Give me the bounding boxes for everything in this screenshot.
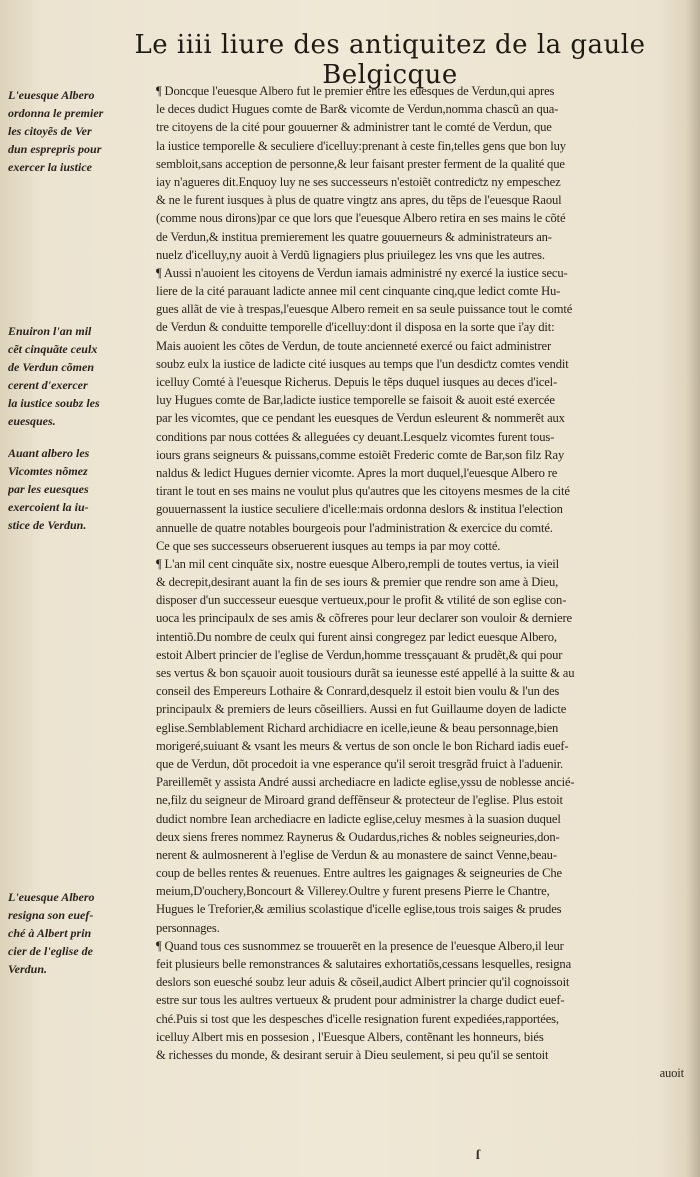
body-line: ¶ Doncque l'euesque Albero fut le premier entre les euesques de Verdun,qui apres (156, 84, 555, 98)
margin-note-line: cier de l'eglise de (8, 944, 93, 958)
margin-note-line: Vicomtes nõmez (8, 464, 88, 478)
body-line: sembloit,sans acception de personne,& leur faisant prester ferment de la qualité que (156, 156, 565, 171)
body-line: naldus & ledict Hugues dernier vicomte. Apres la mort duquel,l'euesque Albero re (156, 465, 558, 480)
body-line: Hugues le Treforier,& æmilius scolastique d'icelle eglise,tous trois saiges & prudes (156, 902, 562, 917)
body-line: Pareillemẽt y assista André aussi archediacre en ladicte eglise,yssu de noblesse ancié- (156, 775, 575, 790)
body-line: deslors son euesché soubz leur aduis & cõseil,audict Albert princier qu'il cognoissoit (156, 975, 570, 990)
body-line: disposer d'un successeur euesque vertueux,pour le profit & vtilité de son eglise con- (156, 593, 567, 608)
body-line: morigeré,suiuant & vsant les meurs & vertus de son oncle le bon Richard iadis euef- (156, 738, 569, 753)
body-line: conseil des Empereurs Lothaire & Conrard,desquelz il estoit bien voulu & l'un des (156, 684, 560, 699)
margin-note-line: euesques. (8, 414, 56, 428)
margin-note-line: L'euesque Albero (8, 88, 95, 102)
body-line: ¶ Quand tous ces susnommez se trouuerẽt en la presence de l'euesque Albero,il leur (156, 938, 564, 953)
margin-note-line: de Verdun cõmen (8, 360, 95, 374)
body-line: tre citoyens de la cité pour gouuerner & administrer tant le comté de Verdun, que (156, 120, 552, 135)
body-line: auoit (659, 1066, 684, 1081)
body-line: le deces dudict Hugues comte de Bar& vicomte de Verdun,nomma chascũ an qua- (156, 102, 559, 117)
body-line: & decrepit,desirant auant la fin de ses iours & premier que rendre son ame à Dieu, (156, 575, 559, 590)
body-line: nerent & aulmosnerent à l'eglise de Verdun & au monastere de sainct Venne,beau- (156, 847, 557, 862)
body-line: estre sur tous les aultres vertueux & prudent pour administrer la charge dudict euef- (156, 993, 565, 1008)
body-text (156, 82, 684, 1082)
margin-note-line: cerent d'exercer (8, 378, 88, 392)
body-line: meium,D'ouchery,Boncourt & Villerey.Oultre y furent presens Pierre le Chantre, (156, 884, 550, 899)
body-line: & ne le furent iusques à plus de quatre vingtz ans apres, du tẽps de l'euesque Raoul (156, 193, 562, 208)
body-line: gouuernassent la iustice seculiere d'icelle:mais ordonna deslors & institua l'election (156, 502, 563, 517)
body-line: tirant le tout en ses mains ne voulut plus qu'autres que les citoyens mesmes de la cité (156, 484, 570, 499)
margin-note-line: la iustice soubz les (8, 396, 100, 410)
body-line: liere de la cité parauant ladicte annee mil cent cinquante cinq,que ledict comte Hu- (156, 284, 561, 299)
body-line: annuelle de quatre notables bourgeois pour l'administration & exercice du comté. (156, 520, 553, 535)
body-line: ne,filz du seigneur de Miroard grand deffẽnseur & protecteur de l'eglise. Plus estoit (156, 793, 563, 808)
margin-note-line: Auant albero les (8, 446, 90, 460)
margin-note-line: L'euesque Albero (8, 890, 95, 904)
body-line: que de Verdun, dõt procedoit ia vne esperance qu'il seroit tresgrãd fruict à l'aduenir. (156, 756, 564, 771)
margin-note-line: ordonna le premier (8, 106, 104, 120)
body-line: luy Hugues comte de Bar,ladicte iustice temporelle se faisoit & auoit esté exercée (156, 393, 555, 408)
margin-note-line: Verdun. (8, 962, 48, 976)
body-line: ¶ L'an mil cent cinquãte six, nostre euesque Albero,rempli de toutes vertus, ia vieil (156, 556, 560, 571)
margin-note-1 (8, 86, 152, 176)
body-line: la iustice temporelle & seculiere d'icelluy:prenant à ceste fin,telles gens que bon luy (156, 138, 566, 153)
body-line: Mais auoient les cõtes de Verdun, de toute ancienneté exercé ou faict administrer (156, 338, 552, 353)
body-line: ses vertus & bon sçauoir auoit tousiours durãt sa ieunesse esté appellé à la suitte & au (156, 666, 575, 680)
margin-note-line: stice de Verdun. (8, 518, 87, 532)
body-line: ché.Puis si tost que les despesches d'icelle resignation furent expediées,rapportées, (156, 1011, 559, 1026)
body-line: de Verdun,& institua premierement les quatre gouuerneurs & administrateurs an- (156, 229, 552, 244)
body-line: icelluy Comté à l'euesque Richerus. Depuis le tẽps duquel iusques au deces d'icel- (156, 375, 558, 389)
body-line: par les vicomtes, que ce pendant les euesques de Verdun esleurent & nommerẽt aux (156, 411, 565, 426)
margin-note-line: par les euesques (8, 482, 89, 496)
running-head: Le iiii liure des antiquitez de la gaule Belgicque (134, 30, 646, 90)
body-line: iours grans seigneurs & puissans,comme estoiẽt Frederic comte de Bar,son filz Ray (156, 447, 565, 462)
margin-note-4 (8, 888, 152, 978)
body-line: Ce que ses successeurs obseruerent iusques au temps ia par moy cotté. (156, 538, 501, 553)
body-line: iay n'agueres dit.Enquoy luy ne ses successeurs n'estoiẽt contrediƈtz ny empeschez (156, 174, 561, 189)
margin-note-3 (8, 444, 152, 534)
body-line: uoca les principaulx de ses amis & cõfreres pour leur declarer son vouloir & derniere (156, 611, 572, 626)
body-line: conditions par nous cottées & alleguées cy deuant.Lesquelz vicomtes furent tous- (156, 429, 555, 444)
body-line: eglise.Semblablement Richard archidiacre en icelle,ieune & beau personnage,bien (156, 720, 559, 735)
margin-note-line: Enuiron l'an mil (8, 324, 92, 338)
body-line: personnages. (156, 920, 220, 935)
body-line: estoit Albert princier de l'eglise de Verdun,homme tressçauant & prudẽt,& qui pour (156, 647, 563, 662)
margin-note-line: cẽt cinquãte ceulx (8, 342, 98, 356)
page-edge-shadow (686, 0, 700, 1177)
body-line: intentiõ.Du nombre de ceulx qui furent ainsi congregez par ledict euesque Albero, (156, 629, 557, 644)
body-line: (comme nous dirons)par ce que lors que l'euesque Albero retira en ses mains le cõté (156, 211, 566, 226)
body-line: icelluy Albert mis en possesion , l'Euesque Albers, contẽnant les honneurs, biés (156, 1029, 544, 1044)
body-line: deux siens freres nommez Raynerus & Oudardus,riches & nobles seigneuries,don- (156, 829, 560, 844)
body-line: coup de belles rentes & reuenues. Entre aultres les gaignages & seigneuries de Che (156, 866, 562, 881)
body-line: feit plusieurs belle remonstrances & salutaires exhortatiõs,cessans lesquelles, resigna (156, 957, 572, 971)
signature-mark: ſ (476, 1148, 480, 1163)
margin-note-line: exercer la iustice (8, 160, 92, 174)
body-line: dudict nombre Iean archediacre en ladicte eglise,celuy mesmes à la suasion duquel (156, 811, 561, 826)
margin-note-2 (8, 322, 152, 430)
body-line: principaulx & premiers de leurs cõseilliers. Aussi en fut Guillaume doyen de ladicte (156, 702, 567, 717)
body-line: ¶ Aussi n'auoient les citoyens de Verdun iamais administré ny exercé la iustice secu- (156, 265, 568, 280)
body-line: nuelz d'icelluy,ny auoit à Verdũ lignagiers plus priuilegez les vns que les autres. (156, 247, 545, 262)
margin-note-line: exercoient la iu- (8, 500, 89, 514)
body-line: gues allãt de vie à trespas,l'euesque Albero remeit en sa seule puissance tout le comté (156, 302, 573, 317)
margin-note-line: resigna son euef- (8, 908, 94, 922)
body-line: soubz eulx la iustice de ladicte cité iusques au temps que l'un desdiƈtz comtes vendit (156, 356, 569, 371)
margin-note-line: dun esprepris pour (8, 142, 102, 156)
body-line: & richesses du monde, & desirant seruir à Dieu seulement, si peu qu'il se sentoit (156, 1047, 549, 1062)
margin-note-line: ché à Albert prin (8, 926, 92, 940)
body-line: de Verdun & conduitte temporelle d'icelluy:dont il disposa en la sorte que i'ay dit: (156, 320, 555, 335)
margin-note-line: les citoyẽs de Ver (8, 124, 92, 138)
